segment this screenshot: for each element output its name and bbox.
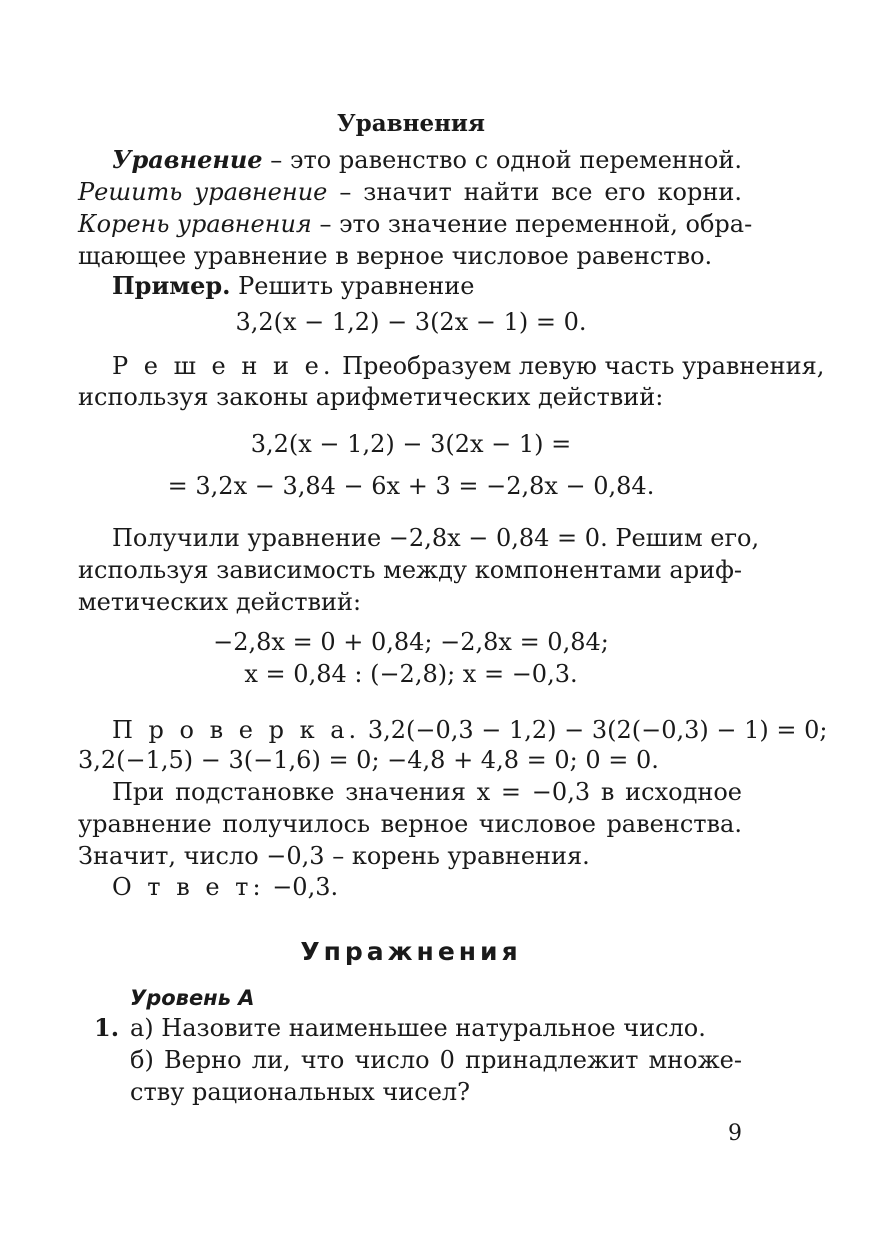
term-equation: Уравнение	[112, 145, 263, 174]
definition-text: – это равенство с одной переменной.	[270, 146, 742, 174]
definition-text: – значит найти все его корни.	[339, 178, 742, 206]
section-title: Уравнения	[337, 110, 485, 137]
answer-value: −0,3.	[272, 873, 339, 901]
solution-paragraph-1: Получили уравнение −2,8x − 0,84 = 0. Решим его,	[112, 524, 760, 552]
check-line-2: 3,2(−1,5) − 3(−1,6) = 0; −4,8 + 4,8 = 0; 0 = 0.	[78, 746, 659, 774]
term-root: Корень уравнения	[78, 210, 312, 238]
definition-text: – это значение переменной, обра-	[319, 210, 753, 238]
example-label: Пример.	[112, 271, 231, 300]
exercise-item-b-line-2: ству рациональных чисел?	[130, 1078, 471, 1106]
term-solve-equation: Решить уравнение	[78, 178, 328, 206]
exercise-number: 1.	[94, 1013, 120, 1042]
solution-equation-3: −2,8x = 0 + 0,84; −2,8x = 0,84;	[213, 628, 609, 656]
answer-line	[112, 871, 338, 903]
check-line-1	[112, 714, 828, 746]
solution-text: Преобразуем левую часть уравнения,	[342, 352, 825, 380]
solution-equation-1: 3,2(x − 1,2) − 3(2x − 1) =	[250, 430, 572, 458]
solution-paragraph-3: метических действий:	[78, 588, 362, 616]
check-paragraph-1: При подстановке значения x = −0,3 в исходное	[112, 778, 742, 806]
definition-line-3	[78, 208, 753, 240]
solution-equation-2: = 3,2x − 3,84 − 6x + 3 = −2,8x − 0,84.	[167, 472, 655, 500]
solution-paragraph-2: используя зависимость между компонентами ариф-	[78, 556, 742, 584]
example-text: Решить уравнение	[238, 272, 475, 300]
check-paragraph-2: уравнение получилось верное числовое равенства.	[78, 810, 742, 838]
definition-line-1	[112, 144, 742, 176]
solution-equation-4: x = 0,84 : (−2,8); x = −0,3.	[244, 660, 578, 688]
answer-label: О т в е т:	[112, 873, 265, 901]
solution-label: Р е ш е н и е.	[112, 352, 335, 380]
solution-line-1	[112, 350, 825, 382]
level-heading: Уровень А	[130, 986, 255, 1010]
example-equation: 3,2(x − 1,2) − 3(2x − 1) = 0.	[235, 308, 587, 336]
example-line	[112, 270, 474, 302]
exercises-title: Упражнения	[300, 937, 522, 966]
solution-line-2: используя законы арифметических действий:	[78, 383, 664, 411]
page-number: 9	[728, 1121, 742, 1146]
exercise-item-a: а) Назовите наименьшее натуральное число.	[130, 1014, 706, 1042]
check-paragraph-3: Значит, число −0,3 – корень уравнения.	[78, 842, 590, 870]
exercise-item-b-line-1: б) Верно ли, что число 0 принадлежит множе-	[130, 1046, 742, 1074]
check-label: П р о в е р к а.	[112, 716, 361, 744]
check-equation: 3,2(−0,3 − 1,2) − 3(2(−0,3) − 1) = 0;	[367, 716, 828, 744]
definition-line-4: щающее уравнение в верное числовое равенство.	[78, 242, 713, 270]
definition-line-2	[78, 176, 742, 208]
